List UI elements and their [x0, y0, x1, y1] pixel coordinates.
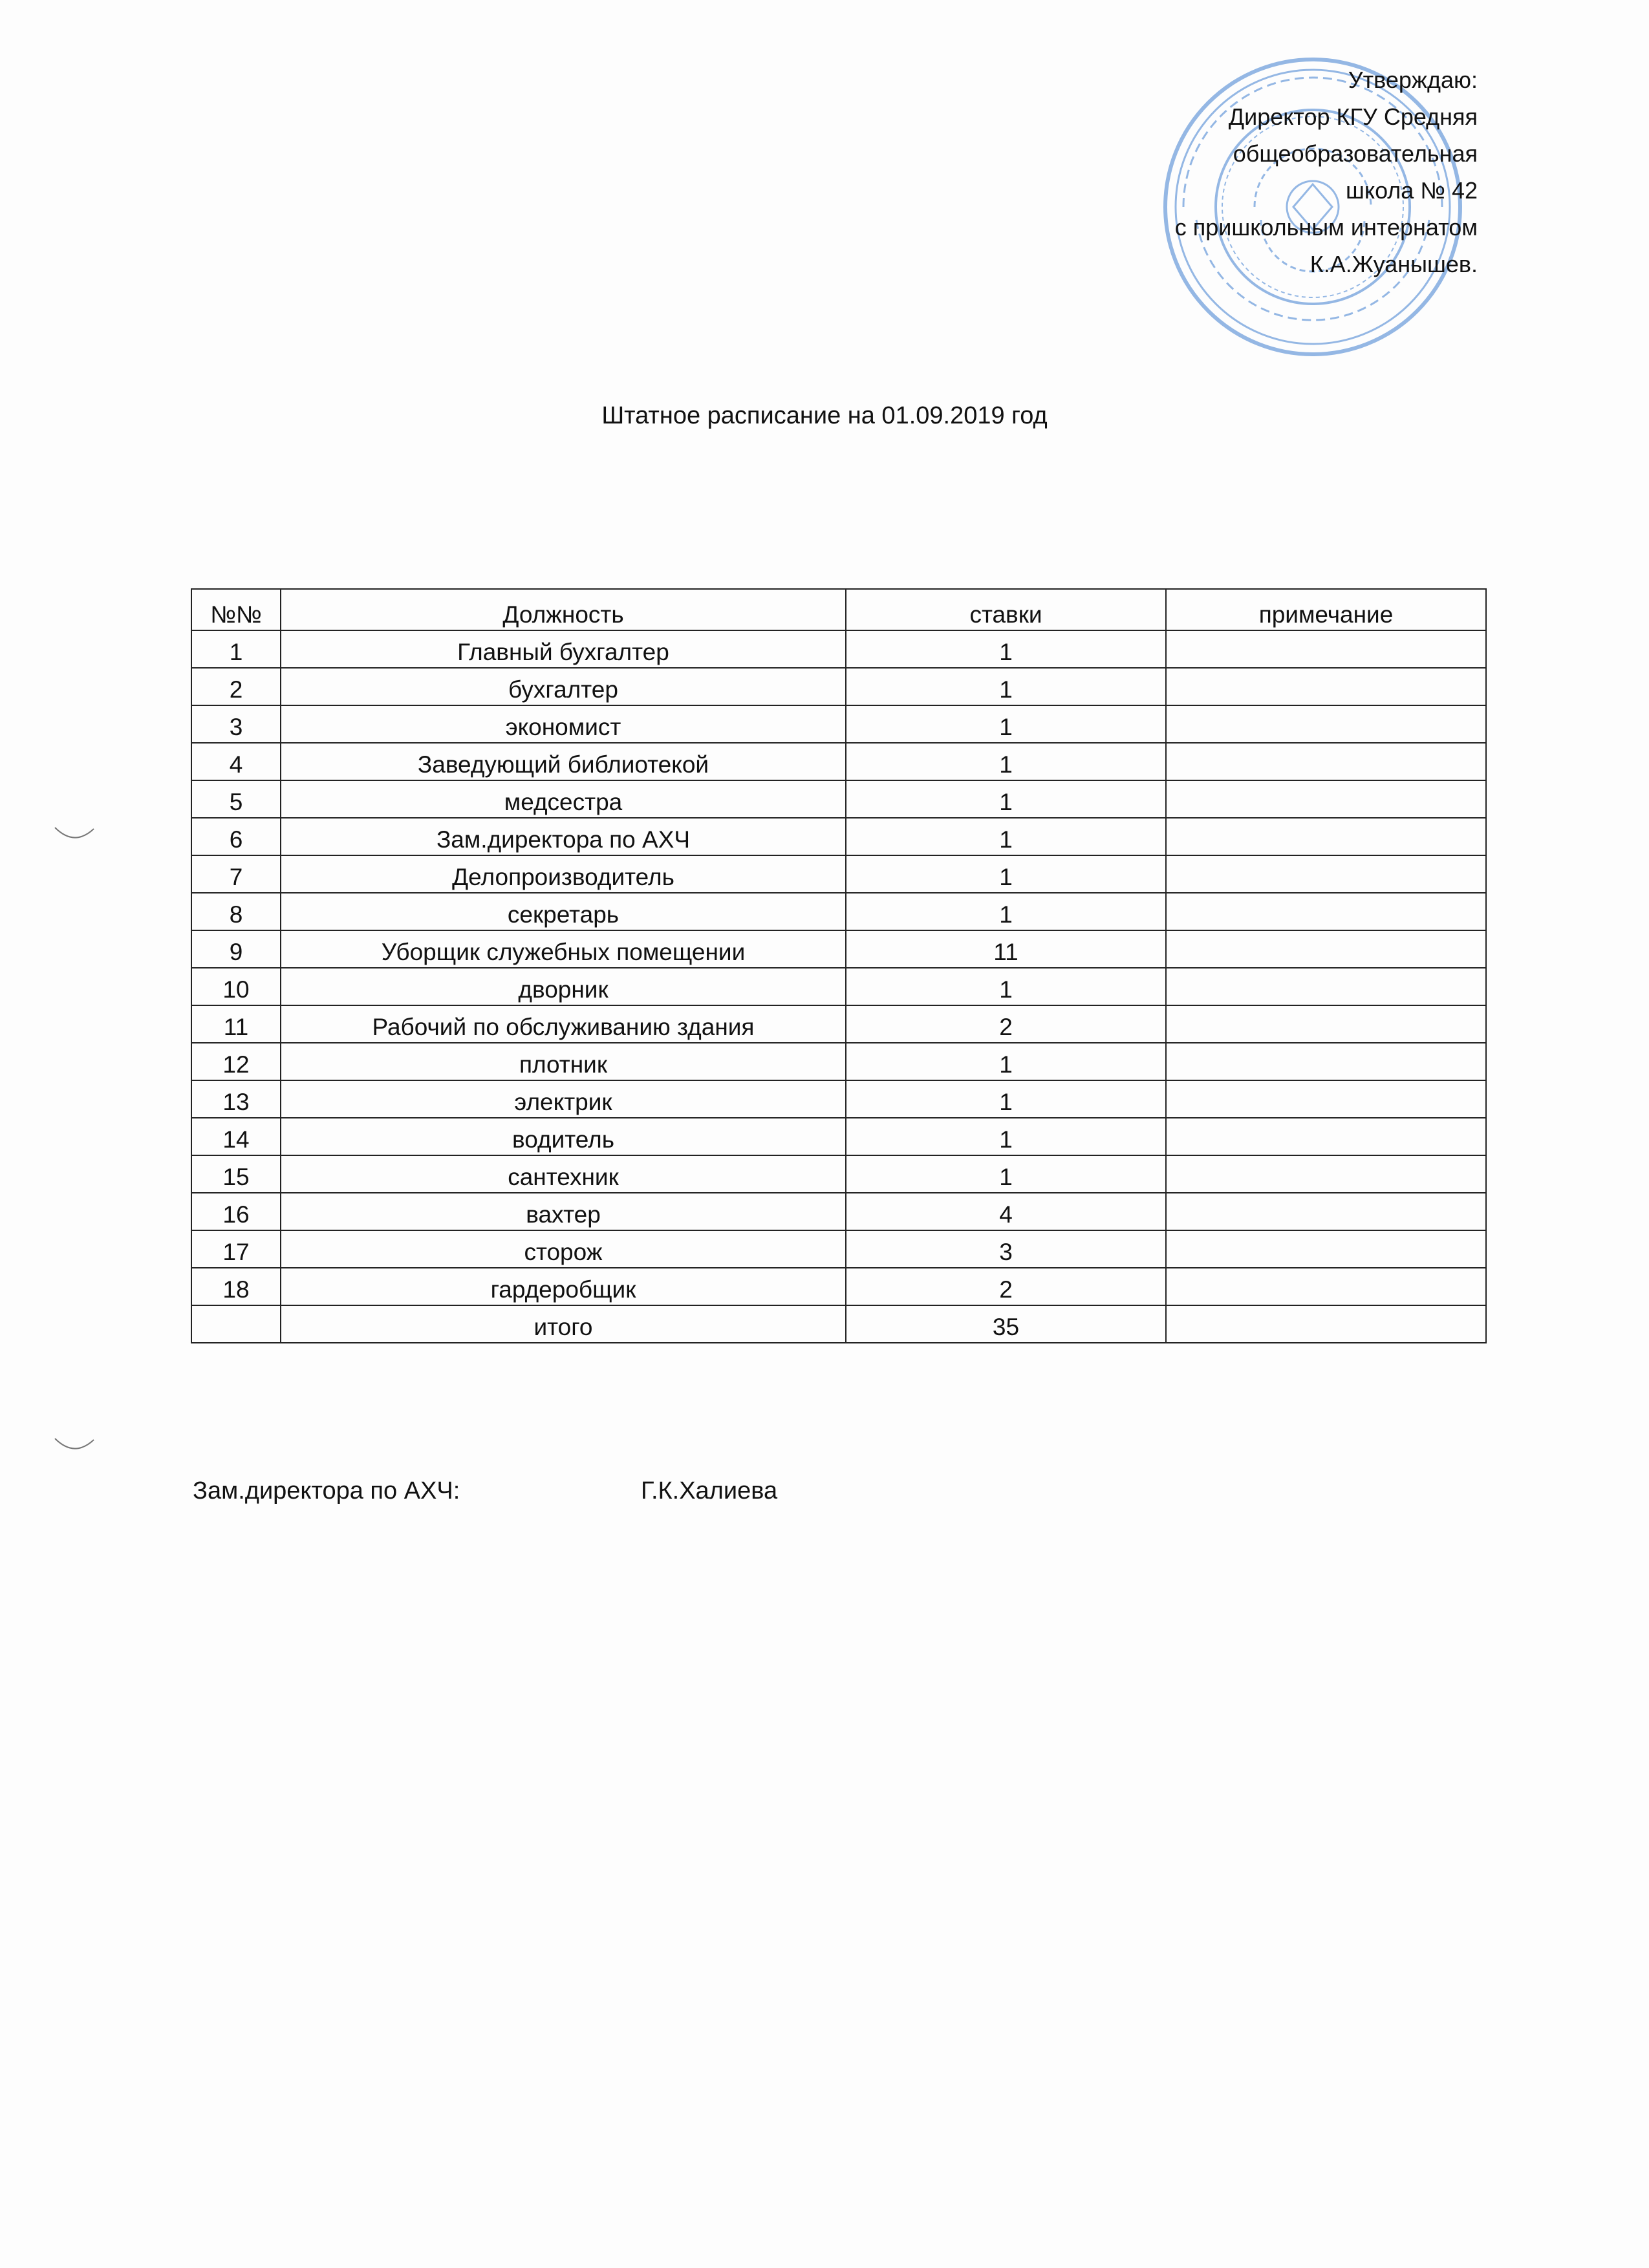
table-row: [191, 1080, 1486, 1118]
cell-rate: 1: [846, 968, 1166, 1005]
table-row: [191, 1043, 1486, 1080]
cell-rate: 1: [846, 1155, 1166, 1193]
cell-position: итого: [281, 1305, 846, 1343]
approval-line: Утверждаю:: [1348, 67, 1478, 93]
approval-line: школа № 42: [1346, 177, 1478, 204]
header-note: примечание: [1166, 589, 1486, 630]
cell-note: [1166, 1305, 1486, 1343]
cell-position: электрик: [281, 1080, 846, 1118]
cell-note: [1166, 930, 1486, 968]
cell-note: [1166, 743, 1486, 780]
approval-line: с пришкольным интернатом: [1174, 214, 1478, 241]
table-row: [191, 743, 1486, 780]
table-row: [191, 668, 1486, 705]
cell-num: 8: [191, 893, 281, 930]
signature-line: [193, 1477, 839, 1510]
cell-position: Уборщик служебных помещении: [281, 930, 846, 968]
table-row: [191, 1230, 1486, 1268]
table-row: [191, 1193, 1486, 1230]
cell-num: [191, 1305, 281, 1343]
header-num: №№: [191, 589, 281, 630]
cell-rate: 4: [846, 1193, 1166, 1230]
cell-num: 18: [191, 1268, 281, 1305]
cell-num: 11: [191, 1005, 281, 1043]
approval-block: [1175, 61, 1478, 283]
cell-num: 15: [191, 1155, 281, 1193]
header-position: Должность: [281, 589, 846, 630]
cell-num: 4: [191, 743, 281, 780]
cell-note: [1166, 818, 1486, 855]
cell-num: 3: [191, 705, 281, 743]
cell-position: сантехник: [281, 1155, 846, 1193]
table-header-row: [191, 589, 1486, 630]
cell-note: [1166, 968, 1486, 1005]
cell-note: [1166, 1193, 1486, 1230]
table-row: [191, 1118, 1486, 1155]
cell-note: [1166, 1118, 1486, 1155]
cell-rate: 1: [846, 705, 1166, 743]
table-row: [191, 930, 1486, 968]
cell-note: [1166, 1268, 1486, 1305]
cell-rate: 1: [846, 855, 1166, 893]
cell-position: Делопроизводитель: [281, 855, 846, 893]
cell-position: секретарь: [281, 893, 846, 930]
table-row: [191, 818, 1486, 855]
header-rate: ставки: [846, 589, 1166, 630]
cell-num: 16: [191, 1193, 281, 1230]
table-row: [191, 893, 1486, 930]
cell-num: 7: [191, 855, 281, 893]
cell-note: [1166, 1230, 1486, 1268]
cell-position: гардеробщик: [281, 1268, 846, 1305]
cell-note: [1166, 705, 1486, 743]
approval-line: Директор КГУ Средняя: [1228, 103, 1478, 130]
cell-rate: 1: [846, 630, 1166, 668]
cell-num: 6: [191, 818, 281, 855]
punch-mark: [52, 1432, 97, 1458]
cell-rate: 1: [846, 893, 1166, 930]
total-row: [191, 1305, 1486, 1343]
cell-note: [1166, 893, 1486, 930]
cell-rate: 1: [846, 780, 1166, 818]
cell-num: 13: [191, 1080, 281, 1118]
table-row: [191, 1155, 1486, 1193]
cell-num: 10: [191, 968, 281, 1005]
cell-rate: 1: [846, 743, 1166, 780]
signature-role: Зам.директора по АХЧ:: [193, 1477, 460, 1504]
cell-position: сторож: [281, 1230, 846, 1268]
cell-position: дворник: [281, 968, 846, 1005]
table-row: [191, 1005, 1486, 1043]
table-row: [191, 780, 1486, 818]
punch-mark: [52, 821, 97, 847]
cell-num: 5: [191, 780, 281, 818]
cell-note: [1166, 1005, 1486, 1043]
table-row: [191, 630, 1486, 668]
cell-note: [1166, 630, 1486, 668]
signature-name: Г.К.Халиева: [641, 1477, 778, 1504]
cell-rate: 1: [846, 668, 1166, 705]
cell-note: [1166, 668, 1486, 705]
cell-num: 9: [191, 930, 281, 968]
cell-position: Главный бухгалтер: [281, 630, 846, 668]
cell-rate: 35: [846, 1305, 1166, 1343]
cell-position: медсестра: [281, 780, 846, 818]
cell-position: бухгалтер: [281, 668, 846, 705]
approval-line: К.А.Жуанышев.: [1310, 251, 1478, 277]
cell-position: экономист: [281, 705, 846, 743]
cell-rate: 1: [846, 1118, 1166, 1155]
cell-position: Заведующий библиотекой: [281, 743, 846, 780]
cell-note: [1166, 855, 1486, 893]
cell-position: плотник: [281, 1043, 846, 1080]
cell-num: 14: [191, 1118, 281, 1155]
cell-note: [1166, 1080, 1486, 1118]
cell-note: [1166, 1043, 1486, 1080]
cell-rate: 1: [846, 1043, 1166, 1080]
cell-num: 12: [191, 1043, 281, 1080]
cell-rate: 1: [846, 1080, 1166, 1118]
cell-position: водитель: [281, 1118, 846, 1155]
table-row: [191, 968, 1486, 1005]
cell-position: вахтер: [281, 1193, 846, 1230]
cell-note: [1166, 780, 1486, 818]
document-title: Штатное расписание на 01.09.2019 год: [601, 402, 1048, 429]
cell-note: [1166, 1155, 1486, 1193]
cell-position: Зам.директора по АХЧ: [281, 818, 846, 855]
cell-rate: 11: [846, 930, 1166, 968]
table-row: [191, 705, 1486, 743]
cell-position: Рабочий по обслуживанию здания: [281, 1005, 846, 1043]
table-row: [191, 855, 1486, 893]
cell-rate: 2: [846, 1005, 1166, 1043]
cell-num: 17: [191, 1230, 281, 1268]
cell-num: 2: [191, 668, 281, 705]
cell-num: 1: [191, 630, 281, 668]
cell-rate: 2: [846, 1268, 1166, 1305]
cell-rate: 1: [846, 818, 1166, 855]
approval-line: общеобразовательная: [1233, 140, 1478, 167]
table-row: [191, 1268, 1486, 1305]
cell-rate: 3: [846, 1230, 1166, 1268]
staff-table: [191, 588, 1487, 1343]
